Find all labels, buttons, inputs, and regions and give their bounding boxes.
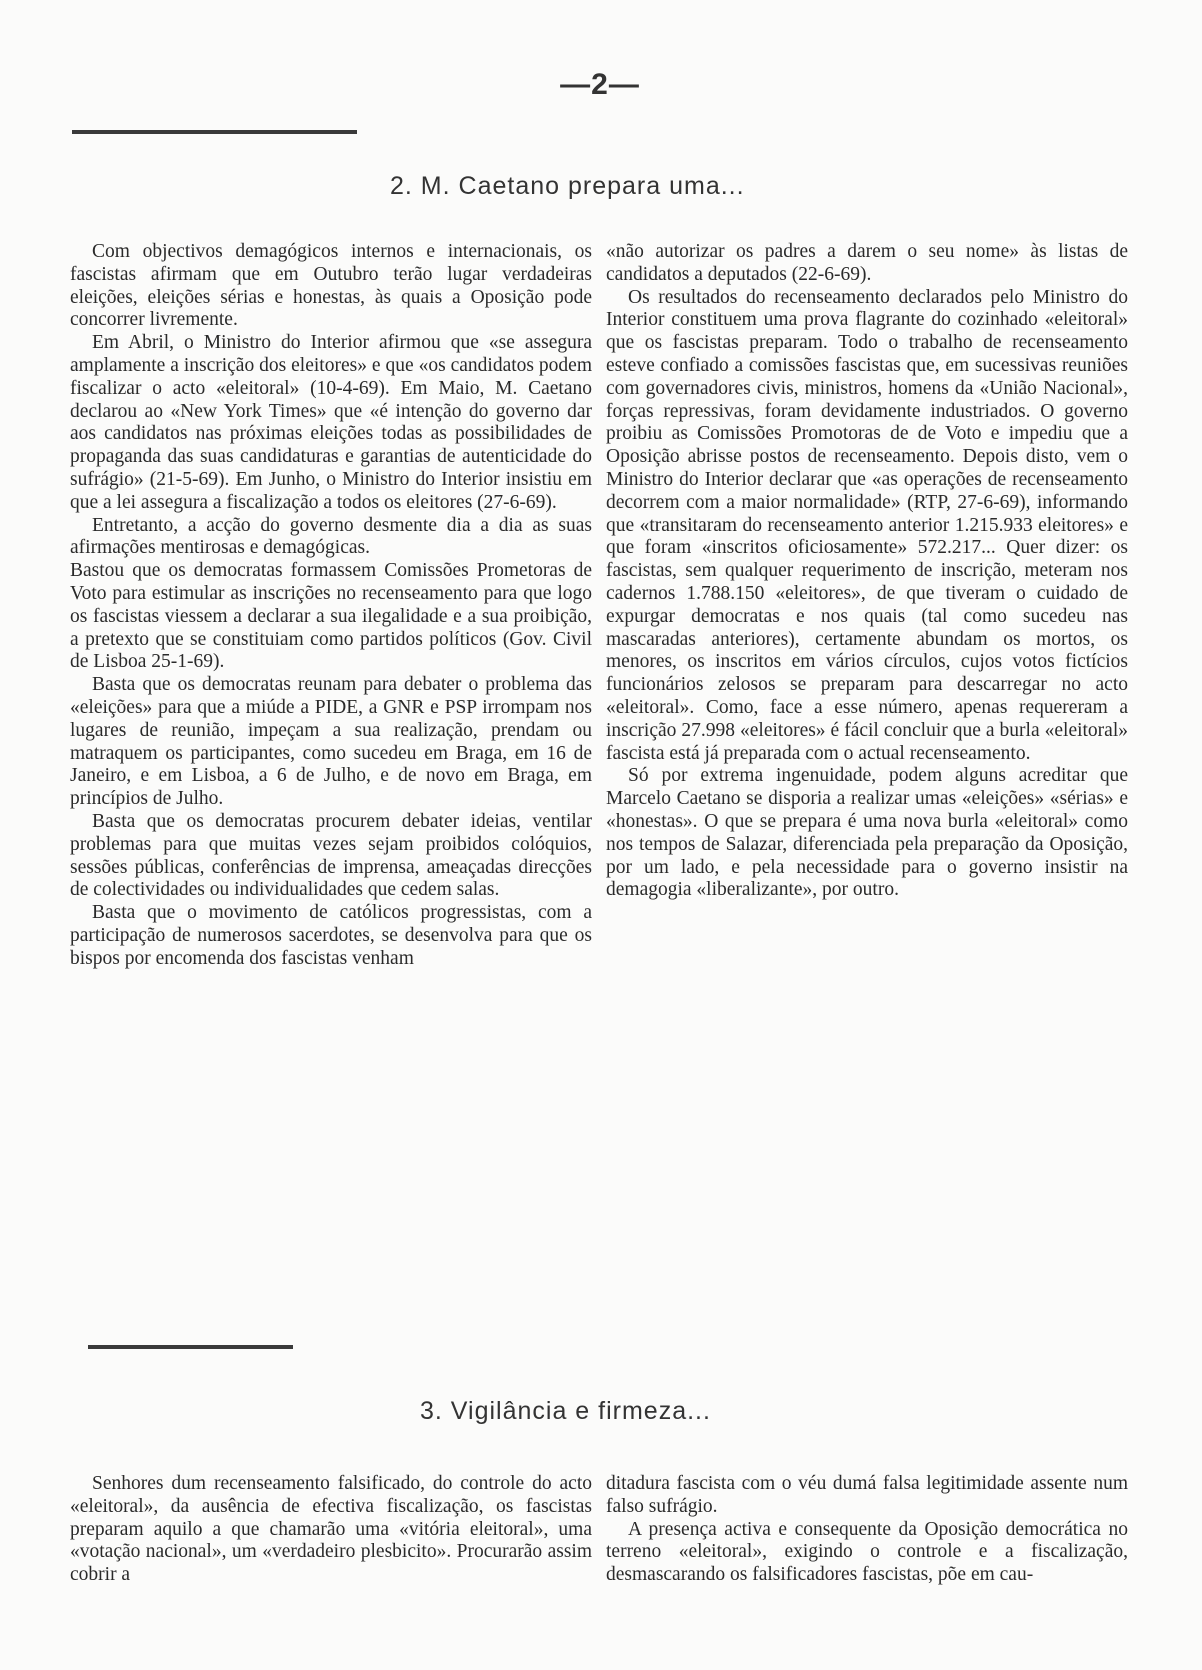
paragraph: Entretanto, a acção do governo desmente dia a dia as suas afirmações mentirosas e demagógicas. bbox=[70, 514, 592, 559]
text-column-right bbox=[606, 1473, 1128, 1587]
paragraph: Basta que os democratas reunam para debater o problema das «eleições» para que a miúde a PIDE, a GNR e PSP irrompam nos lugares de reunião, impeçam a sua realização, prendam ou matraquem os participantes, como sucedeu em Braga, em 16 de Janeiro, e em Lisboa, a 6 de Julho, e de novo em Braga, em princípios de Julho. bbox=[70, 674, 592, 810]
paragraph: Basta que o movimento de católicos progressistas, com a participação de numerosos sacerdotes, se desenvolva para que os bispos por encomenda dos fascistas venham bbox=[70, 902, 592, 969]
paragraph: Senhores dum recenseamento falsificado, do controle do acto «eleitoral», da ausência de efectiva fiscalização, os fascistas preparam aquilo a que chamarão uma «vitória eleitoral», uma «votação nacional», um «verdadeiro plesbicito». Procurarão assim cobrir a bbox=[70, 1473, 592, 1586]
paragraph: Bastou que os democratas formassem Comissões Prometoras de Voto para estimular as inscrições no recenseamento para que logo os fascistas viessem a declarar a sua ilegalidade e a sua proibição, a pretexto que se constituiam como partidos políticos (Gov. Civil de Lisboa 25-1-69). bbox=[70, 560, 592, 673]
paragraph: Com objectivos demagógicos internos e internacionais, os fascistas afirmam que em Outubro terão lugar verdadeiras eleições, eleições sérias e honestas, às quais a Oposição pode concorrer livremente. bbox=[70, 241, 592, 331]
paragraph: Basta que os democratas procurem debater ideias, ventilar problemas para que muitas vezes sejam proibidos colóquios, sessões públicas, conferências de imprensa, ameaçadas direcções de colectividades ou individualidades que cedem salas. bbox=[70, 810, 592, 901]
text-column-right bbox=[606, 241, 1128, 902]
paragraph: Os resultados do recenseamento declarados pelo Ministro do Interior constituem uma prova flagrante do cozinhado «eleitoral» que os fascistas preparam. Todo o trabalho de recenseamento esteve confiado a comissões fascistas que, em sucessivas reuniões com governadores civis, ministros, homens da «União Nacional», forças repressivas, foram devidamente industriados. O governo proibiu as Comissões Promotoras de de Voto e impediu que a Oposição abrisse postos de recenseamento. Depois disto, vem o Ministro do Interior declarar que «as operações de recenseamento decorrem com a maior normalidade» (RTP, 27-6-69), informando que «transitaram do recenseamento anterior 1.215.933 eleitores» e que foram «inscritos oficiosamente» 572.217... Quer dizer: os fascistas, sem qualquer requerimento de inscrição, meteram nos cadernos 1.788.150 «eleitores», de que tiveram o cuidado de expurgar democratas e nos quais (tal como sucedeu nas mascaradas anteriores), certamente abundam os mortos, os menores, os inscritos em vários círculos, cujos votos fictícios funcionários zelosos se preparam para descarregar no acto «eleitoral». Como, face a esse número, apenas requereram a inscrição 27.998 «eleitores» é fácil concluir que a burla «eleitoral» fascista está já preparada com o actual recenseamento. bbox=[606, 286, 1128, 764]
page-number: —2— bbox=[560, 68, 640, 101]
paragraph: ditadura fascista com o véu dumá falsa legitimidade assente num falso sufrágio. bbox=[606, 1473, 1128, 1517]
paragraph: Só por extrema ingenuidade, podem alguns acreditar que Marcelo Caetano se disporia a realizar umas «eleições» «sérias» e «honestas». O que se prepara é uma nova burla «eleitoral» como nos tempos de Salazar, diferenciada pela preparação da Oposição, por um lado, e pela necessidade para o governo insistir na demagogia «liberalizante», por outro. bbox=[606, 765, 1128, 901]
section-title: 3. Vigilância e firmeza... bbox=[420, 1397, 711, 1425]
top-rule bbox=[72, 130, 357, 134]
section-title: 2. M. Caetano prepara uma... bbox=[390, 172, 745, 200]
section-divider bbox=[88, 1345, 293, 1349]
paragraph: A presença activa e consequente da Oposição democrática no terreno «eleitoral», exigindo o controle e a fiscalização, desmascarando os falsificadores fascistas, põe em cau- bbox=[606, 1518, 1128, 1586]
paragraph: Em Abril, o Ministro do Interior afirmou que «se assegura amplamente a inscrição dos eleitores» e que «os candidatos podem fiscalizar o acto «eleitoral» (10-4-69). Em Maio, M. Caetano declarou ao «New York Times» que «é intenção do governo dar aos candidatos nas próximas eleições todas as possibilidades de propaganda das suas candidaturas e garantias de autenticidade do sufrágio» (21-5-69). Em Junho, o Ministro do Interior insistiu em que a lei assegura a fiscalização a todos os eleitores (27-6-69). bbox=[70, 332, 592, 513]
text-column-left bbox=[70, 1473, 592, 1587]
text-column-left bbox=[70, 241, 592, 971]
paragraph: «não autorizar os padres a darem o seu nome» às listas de candidatos a deputados (22-6-69). bbox=[606, 241, 1128, 285]
